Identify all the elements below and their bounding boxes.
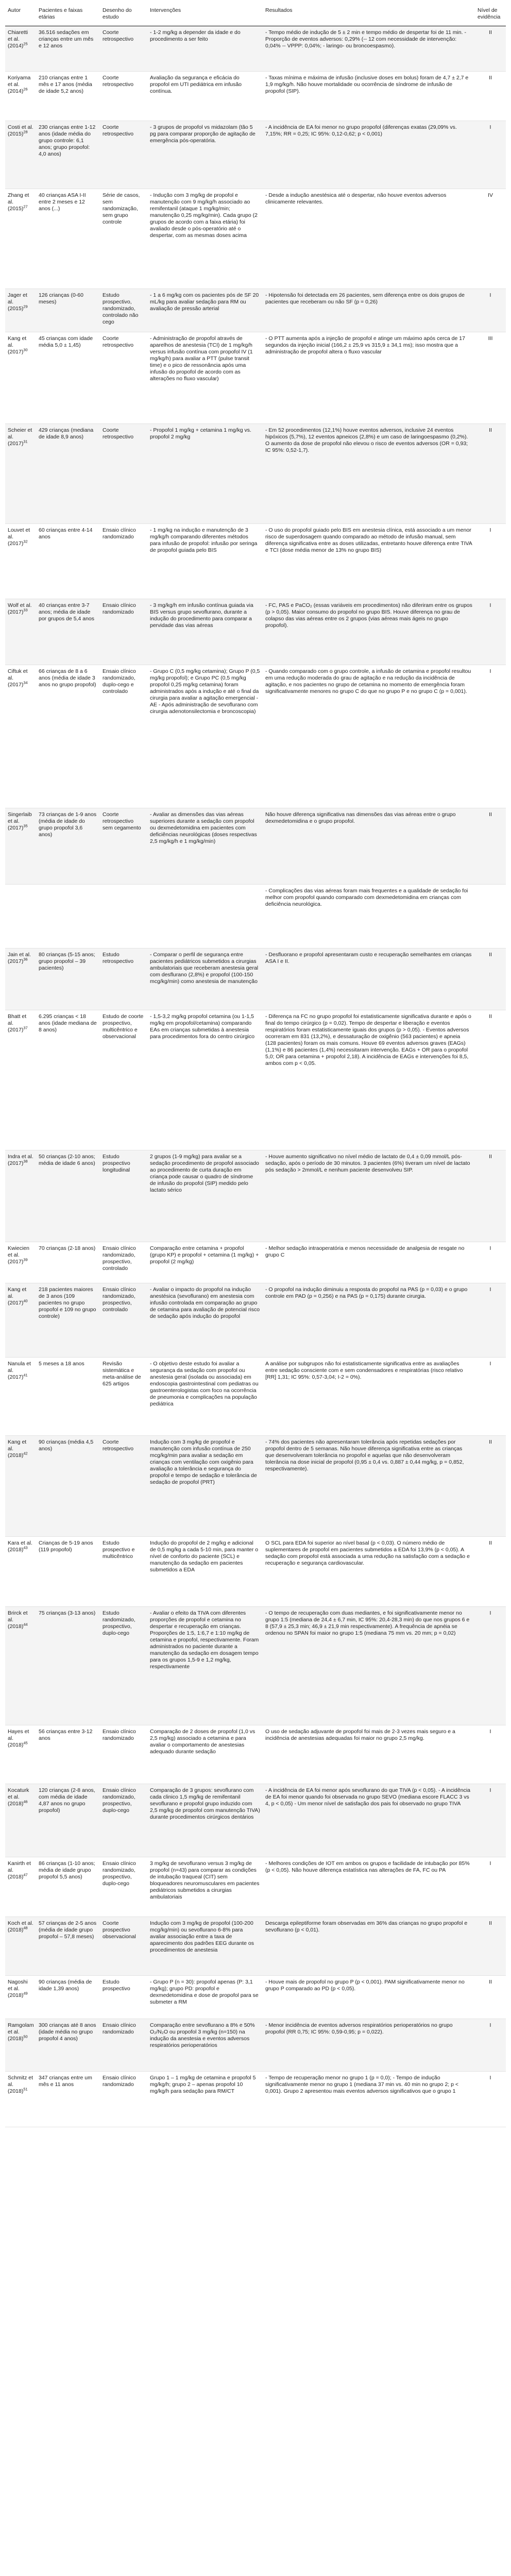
table-row bbox=[5, 332, 506, 424]
patients-cell: 210 crianças entre 1 mês e 17 anos (média de idade 5,2 anos) bbox=[36, 72, 100, 121]
reference-number: 40 bbox=[23, 1298, 28, 1303]
patients-cell: 75 crianças (3-13 anos) bbox=[36, 1607, 100, 1725]
author-name: Kocaturk et al. (2018) bbox=[8, 1787, 29, 1807]
author-cell bbox=[5, 289, 36, 332]
patients-cell: 40 crianças ASA I-II entre 2 meses e 12 anos (...) bbox=[36, 189, 100, 289]
results-cell: - Desfluorano e propofol apresentaram custo e recuperação semelhantes em crianças ASA I e II. bbox=[263, 948, 475, 1010]
table-row bbox=[5, 1784, 506, 1857]
evidence-level-cell: IV bbox=[475, 189, 506, 289]
intervention-cell: - 3 mg/kg/h em infusão contínua guiada via BIS versus grupo sevoflurano, durante a indução do procedimento para comparar a pervidade das vias aéreas bbox=[147, 599, 263, 665]
table-row bbox=[5, 1358, 506, 1436]
design-cell: Ensaio clínico randomizado, prospectivo, duplo-cego bbox=[100, 1784, 147, 1857]
table-row bbox=[5, 121, 506, 189]
design-cell: Coorte retrospectivo bbox=[100, 1436, 147, 1537]
author-cell bbox=[5, 1242, 36, 1283]
author-name: Nagoshi et al. (2018) bbox=[8, 1979, 28, 1998]
author-name: Kwiecien et al. (2017) bbox=[8, 1245, 30, 1265]
author-cell bbox=[5, 2072, 36, 2127]
evidence-level-cell: I bbox=[475, 599, 506, 665]
intervention-cell: Comparação de 2 doses de propofol (1,0 vs 2,5 mg/kg) associado a cetamina e para avaliar o comportamento de anestesias adequado durante sedação bbox=[147, 1725, 263, 1784]
intervention-cell: - O objetivo deste estudo foi avaliar a segurança da sedação com propofol ou anestesia geral (isolada ou associada) em endoscopia gastrointestinal com pediatras ou gastroenterologistas com foco na ocorrência de pneumonia e complicações na população pediátrica bbox=[147, 1358, 263, 1436]
evidence-level-cell: II bbox=[475, 72, 506, 121]
author-cell bbox=[5, 1725, 36, 1784]
table-row bbox=[5, 26, 506, 72]
reference-number: 44 bbox=[23, 1622, 28, 1627]
patients-cell: 70 crianças (2-18 anos) bbox=[36, 1242, 100, 1283]
patients-cell: 45 crianças com idade média 5,0 ± 1,45) bbox=[36, 332, 100, 424]
table-row bbox=[5, 1725, 506, 1784]
patients-cell: 230 crianças entre 1-12 anos (idade média do grupo controle: 6,1 anos; grupo propofol: 4,0 anos) bbox=[36, 121, 100, 189]
author-cell bbox=[5, 1976, 36, 2019]
design-cell: Ensaio clínico randomizado, prospectivo, controlado bbox=[100, 1242, 147, 1283]
evidence-level-cell: I bbox=[475, 2072, 506, 2127]
author-name: Hayes et al. (2018) bbox=[8, 1728, 29, 1748]
reference-number: 47 bbox=[23, 1872, 28, 1877]
design-cell: Ensaio clínico randomizado bbox=[100, 1725, 147, 1784]
results-cell: - O uso do propofol guiado pelo BIS em anestesia clínica, está associado a um menor risco de superdosagem quando comparado ao método de infusão manual, sem diferença significativa entre as doses utilizadas, entretanto houve diferença entre TIVA e TCI (dose média menor de 13% no grupo BIS) bbox=[263, 524, 475, 599]
intervention-cell: Comparação entre cetamina + propofol (grupo KP) e propofol + cetamina (1 mg/kg) + propofol (2 mg/kg) bbox=[147, 1242, 263, 1283]
author-cell bbox=[5, 189, 36, 289]
author-cell bbox=[5, 1150, 36, 1242]
patients-cell: 50 crianças (2-10 anos; média de idade 6 anos) bbox=[36, 1150, 100, 1242]
author-name: Chiaretti et al. (2014) bbox=[8, 29, 28, 49]
design-cell: Coorte retrospectivo bbox=[100, 121, 147, 189]
author-cell bbox=[5, 885, 36, 948]
author-name: Kara et al. (2018) bbox=[8, 1540, 32, 1553]
results-cell: - A incidência de EA foi menor no grupo propofol (diferenças exatas (29,09% vs. 7,15%; RR = 0,25; IC 95%: 0,12-0,62; p < 0,001) bbox=[263, 121, 475, 189]
column-header-patients: Pacientes e faixas etárias bbox=[36, 3, 100, 26]
design-cell: Coorte retrospectivo bbox=[100, 72, 147, 121]
patients-cell: 429 crianças (mediana de idade 8,9 anos) bbox=[36, 424, 100, 524]
author-name: Brirck et al. (2018) bbox=[8, 1610, 28, 1630]
author-cell bbox=[5, 524, 36, 599]
results-cell: - Houve mais de propofol no grupo P (p < 0,001). PAM significativamente menor no grupo P comparado ao PD (p < 0,05). bbox=[263, 1976, 475, 2019]
intervention-cell: Avaliação da segurança e eficácia do propofol em UTI pediátrica em infusão contínua. bbox=[147, 72, 263, 121]
table-row bbox=[5, 2019, 506, 2072]
evidence-level-cell: I bbox=[475, 2019, 506, 2072]
evidence-level-cell: II bbox=[475, 424, 506, 524]
author-name: Scheier et al. (2017) bbox=[8, 427, 32, 447]
evidence-level-cell: II bbox=[475, 1917, 506, 1976]
evidence-level-cell: II bbox=[475, 1436, 506, 1537]
reference-number: 28 bbox=[23, 129, 28, 134]
reference-number: 35 bbox=[23, 823, 28, 828]
table-row bbox=[5, 1010, 506, 1150]
intervention-cell: - 1,5-3,2 mg/kg propofol cetamina (ou 1-1,5 mg/kg em propofol/cetamina) comparando EAs em crianças submetidas à anestesia para procedimentos fora do centro cirúrgico bbox=[147, 1010, 263, 1150]
intervention-cell: - Administração de propofol através de aparelhos de anestesia (TCI) de 1 mg/kg/h versus infusão contínua com propofol IV (1 mg/kg/h) para avaliar a PTT (pulse transit time) e o pico de ressonância após uma infusão do propofol de acordo com as alterações no fluxo vascular) bbox=[147, 332, 263, 424]
design-cell: Ensaio clínico randomizado bbox=[100, 2072, 147, 2127]
intervention-cell: Comparação de 3 grupos: sevoflurano com cada clinico 1,5 mg/kg de remifentanil sevoflurano e propofol grupo induzido com 2,5 mg/kg de propofol com manutenção TIVA) durante procedimentos cirúrgicos dentários bbox=[147, 1784, 263, 1857]
patients-cell: 347 crianças entre um mês e 11 anos bbox=[36, 2072, 100, 2127]
patients-cell: 300 crianças até 8 anos (idade média no grupo propofol 4 anos) bbox=[36, 2019, 100, 2072]
evidence-level-cell: II bbox=[475, 1537, 506, 1607]
results-cell: Não houve diferença significativa nas dimensões das vias aéreas entre o grupo dexmedetomidina e o grupo propofol. bbox=[263, 808, 475, 885]
results-cell: - Em 52 procedimentos (12,1%) houve eventos adversos, inclusive 24 eventos hipóxicos (5,7%), 12 eventos apneicos (2,8%) e um caso de laringoespasmo (0,2%). O aumento da dose de propofol não elevou o risco de eventos adversos (OR = 0,93; IC 95%: 0,52-1,7). bbox=[263, 424, 475, 524]
author-cell bbox=[5, 121, 36, 189]
reference-number: 36 bbox=[23, 957, 28, 962]
intervention-cell: - 3 grupos de propofol vs midazolam (tão 5 pg para comparar proporção de agitação de emergência pós-operatória. bbox=[147, 121, 263, 189]
evidence-level-cell: I bbox=[475, 1857, 506, 1917]
reference-number: 42 bbox=[23, 1451, 28, 1456]
evidence-level-cell: I bbox=[475, 121, 506, 189]
table-row bbox=[5, 948, 506, 1010]
table-row bbox=[5, 1150, 506, 1242]
evidence-level-cell: II bbox=[475, 1976, 506, 2019]
evidence-level-cell: II bbox=[475, 948, 506, 1010]
table-body bbox=[5, 26, 506, 2127]
results-cell: O uso de sedação adjuvante de propofol foi mais de 2-3 vezes mais seguro e a incidência de anestesias adequadas foi maior no grupo 2,5 mg/kg. bbox=[263, 1725, 475, 1784]
design-cell: Coorte prospectivo observacional bbox=[100, 1917, 147, 1976]
intervention-cell: - Avaliar o efeito da TIVA com diferentes proporções de propofol e cetamina no despertar e recuperação em crianças. Proporções de 1:5, 1:6,7 e 1:10 mg/kg de cetamina e propofol, respectivamente. Foram administrados no paciente durante a manutenção da sedação em dosagem tempo para os grupos 1,5-9 e 1,2 mg/kg, respectivamente bbox=[147, 1607, 263, 1725]
author-name: Ciftuk et al. (2017) bbox=[8, 668, 28, 688]
results-cell: - Houve aumento significativo no nível médio de lactato de 0,4 ± 0,09 mmol/L pós-sedação, após o período de 30 minutos. 3 pacientes (6%) tiveram um nível de lactato pós sedação > 2mmol/L e nenhum paciente desenvolveu SIP. bbox=[263, 1150, 475, 1242]
column-header-design: Desenho do estudo bbox=[100, 3, 147, 26]
reference-number: 32 bbox=[23, 539, 28, 544]
reference-number: 34 bbox=[23, 680, 28, 685]
author-cell bbox=[5, 1436, 36, 1537]
results-cell: - Melhores condições de IOT em ambos os grupos e facilidade de intubação por 85% (p < 0,05). Não houve diferença estatística nas alterações de FA, FC ou PA bbox=[263, 1857, 475, 1917]
intervention-cell: Indução com 3 mg/kg de propofol e manutenção com infusão contínua de 250 mcg/kg/min para avaliar a sedação em crianças com ventilação com oxigênio para avaliação a tolerância e segurança do propofol e tempo de sedação e tolerância de sedação de propofol (PRT) bbox=[147, 1436, 263, 1537]
evidence-level-cell: I bbox=[475, 1358, 506, 1436]
reference-number: 33 bbox=[23, 607, 28, 613]
author-cell bbox=[5, 2019, 36, 2072]
patients-cell: 90 crianças (média 4,5 anos) bbox=[36, 1436, 100, 1537]
table-row bbox=[5, 2072, 506, 2127]
column-header-author: Autor bbox=[5, 3, 36, 26]
intervention-cell: Grupo 1 – 1 mg/kg de cetamina e propofol 5 mg/kg/h; grupo 2 – apenas propofol 10 mg/kg/h para sedação para RM/CT bbox=[147, 2072, 263, 2127]
intervention-cell: - Indução com 3 mg/kg de propofol e manutenção com 9 mg/kg/h associado ao remifentanil (ataque 1 mg/kg/min; manutenção 0,25 mg/kg/min). Cada grupo (2 grupos de acordo com a faixa etária) foi avaliado desde o pós-operatório até o despertar, com as mesmas doses acima bbox=[147, 189, 263, 289]
table-row bbox=[5, 1857, 506, 1917]
reference-number: 39 bbox=[23, 1257, 28, 1262]
intervention-cell: - Grupo C (0,5 mg/kg cetamina); Grupo P (0,5 mg/kg propofol); e Grupo PC (0,5 mg/kg propofol 0,25 mg/kg cetamina) foram administrados após a indução e até o final da cirurgia para avaliar a agitação emergencial - AE - Após administração de sevoflurano com cirurgia adenotonsilectomia e broncoscopia) bbox=[147, 665, 263, 808]
author-cell bbox=[5, 948, 36, 1010]
results-cell: - FC, PAS e PaCO₂ (essas variáveis em procedimentos) não diferiram entre os grupos (p > 0,05). Maior consumo do propofol no grupo BIS. Houve diferença no grau de colapso das vias aéreas entre os 2 grupos (vias aéreas mais ágeis no grupo propofol). bbox=[263, 599, 475, 665]
table-row bbox=[5, 524, 506, 599]
evidence-level-cell: I bbox=[475, 665, 506, 808]
reference-number: 29 bbox=[23, 304, 28, 309]
column-header-results: Resultados bbox=[263, 3, 475, 26]
author-name: Koch et al. (2018) bbox=[8, 1920, 33, 1933]
reference-number: 27 bbox=[23, 204, 28, 209]
author-name: Bhatt et al. (2017) bbox=[8, 1013, 27, 1033]
reference-number: 38 bbox=[23, 1159, 28, 1164]
evidence-level-cell: I bbox=[475, 1283, 506, 1358]
design-cell: Estudo prospectivo bbox=[100, 1976, 147, 2019]
design-cell: Ensaio clínico randomizado bbox=[100, 524, 147, 599]
results-cell: A análise por subgrupos não foi estatisticamente significativa entre as avaliações entre sedação consciente com e sem condensadores e respiratórias (risco relativo [RR] 1,31; IC 95%: 0,57-3,04; I-2 = 0%). bbox=[263, 1358, 475, 1436]
intervention-cell: - Avaliar o impacto do propofol na indução anestésica (sevoflurano) em anestesia com infusão controlada em comparação ao grupo de cetamina para avaliação de potencial risco de sedação após indução do propofol bbox=[147, 1283, 263, 1358]
patients-cell: 73 crianças de 1-9 anos (média de idade do grupo propofol 3,6 anos) bbox=[36, 808, 100, 885]
results-cell: - Diferença na FC no grupo propofol foi estatisticamente significativa durante e após o final do tempo cirúrgico (p = 0,02). Tempo de despertar e liberação e eventos respiratórios foram estatisticamente iguais dos grupos (p > 0,05). - Eventos adversos ocorreram em 831 (13,2%), e dessaturação de oxigênio (563 pacientes) e apneia (128 pacientes) foram os mais comuns. Houve 69 eventos adversos graves (EAGs) (1,1%) e 86 pacientes (1,4%) necessitaram intervenção. EAGs + OR para o propofol 5,0; OR para cetamina + propofol 2,18). A incidência de EAGs e intervenções foi 8,5, ambos com p < 0,05. bbox=[263, 1010, 475, 1150]
table-row bbox=[5, 885, 506, 948]
author-cell bbox=[5, 1857, 36, 1917]
reference-number: 30 bbox=[23, 347, 28, 352]
table-row bbox=[5, 72, 506, 121]
patients-cell: 80 crianças (5-15 anos; grupo propofol – 39 pacientes) bbox=[36, 948, 100, 1010]
author-name: Jager et al. (2015) bbox=[8, 292, 27, 312]
patients-cell: Crianças de 5-19 anos (119 propofol) bbox=[36, 1537, 100, 1607]
author-name: Wolf et al. (2017) bbox=[8, 602, 32, 615]
reference-number: 26 bbox=[23, 87, 28, 92]
author-cell bbox=[5, 1784, 36, 1857]
results-cell: - O propofol na indução diminuiu a resposta do propofol na PAS (p = 0,03) e o grupo controle em PAD (p = 0,256) e na PAS (p = 0,175) durante cirurgia. bbox=[263, 1283, 475, 1358]
reference-number: 51 bbox=[23, 2087, 28, 2092]
design-cell: Ensaio clínico randomizado bbox=[100, 599, 147, 665]
patients-cell: 90 crianças (média de idade 1,39 anos) bbox=[36, 1976, 100, 2019]
author-name: Kang et al. (2017) bbox=[8, 1286, 27, 1306]
author-cell bbox=[5, 1358, 36, 1436]
design-cell: Ensaio clínico randomizado, prospectivo, controlado bbox=[100, 1283, 147, 1358]
author-name: Singerlaib et al. (2017) bbox=[8, 811, 32, 831]
design-cell bbox=[100, 885, 147, 948]
results-cell: - Taxas mínima e máxima de infusão (inclusive doses em bolus) foram de 4,7 ± 2,7 e 1,9 mg/kg/h. Não houve mortalidade ou ocorrência de síndrome de infusão de propofol (SIP). bbox=[263, 72, 475, 121]
author-cell bbox=[5, 332, 36, 424]
author-name: Jain et al. (2017) bbox=[8, 952, 31, 964]
intervention-cell: 3 mg/kg de sevoflurano versus 3 mg/kg de propofol (n=43) para comparar as condições de intubação traqueal (CIT) sem bloqueadores neuromusculares em pacientes pediátricos submetidos a cirurgias ambulatoriais bbox=[147, 1857, 263, 1917]
table-row bbox=[5, 1976, 506, 2019]
results-cell: - Desde a indução anestésica até o despertar, não houve eventos adversos clinicamente relevantes. bbox=[263, 189, 475, 289]
intervention-cell: - 1-2 mg/kg a depender da idade e do procedimento a ser feito bbox=[147, 26, 263, 72]
intervention-cell: - Avaliar as dimensões das vias aéreas superiores durante a sedação com propofol ou dexmedetomidina em pacientes com deficiências neurológicas (doses respectivas 2,5 mg/kg/h e 1 mg/kg/min) bbox=[147, 808, 263, 885]
table-row bbox=[5, 1917, 506, 1976]
evidence-level-cell: I bbox=[475, 1607, 506, 1725]
intervention-cell: - 1 mg/kg na indução e manutenção de 3 mg/kg/h comparando diferentes métodos para infusão de propofol: infusão por seringa de propofol guiada pelo BIS bbox=[147, 524, 263, 599]
intervention-cell: - Propofol 1 mg/kg + cetamina 1 mg/kg vs. propofol 2 mg/kg bbox=[147, 424, 263, 524]
evidence-level-cell: II bbox=[475, 808, 506, 885]
reference-number: 31 bbox=[23, 439, 28, 444]
design-cell: Ensaio clínico randomizado bbox=[100, 2019, 147, 2072]
evidence-level-cell: I bbox=[475, 1784, 506, 1857]
results-cell: - O PTT aumenta após a injeção de propofol e atinge um máximo após cerca de 17 segundos da injeção inicial (166,2 ± 25,9 vs 315,9 ± 34,1 ms); isso mostra que a administração de propofol altera o fluxo vascular bbox=[263, 332, 475, 424]
design-cell: Estudo de coorte prospectivo, multicêntrico e observacional bbox=[100, 1010, 147, 1150]
design-cell: Ensaio clínico randomizado, prospectivo, duplo-cego bbox=[100, 1857, 147, 1917]
evidence-level-cell: II bbox=[475, 1010, 506, 1150]
design-cell: Série de casos, sem randomização, sem grupo controle bbox=[100, 189, 147, 289]
table-row bbox=[5, 1537, 506, 1607]
evidence-level-cell: I bbox=[475, 524, 506, 599]
author-cell bbox=[5, 1537, 36, 1607]
design-cell: Revisão sistemática e meta-análise de 625 artigos bbox=[100, 1358, 147, 1436]
author-cell bbox=[5, 808, 36, 885]
intervention-cell: - 1 a 6 mg/kg com os pacientes pós de SF 20 mL/kg para avaliar sedação para RM ou avaliação de pressão arterial bbox=[147, 289, 263, 332]
design-cell: Coorte retrospectivo bbox=[100, 26, 147, 72]
patients-cell: 120 crianças (2-8 anos, com média de idade 4,87 anos no grupo propofol) bbox=[36, 1784, 100, 1857]
design-cell: Estudo prospectivo, randomizado, controlado não cego bbox=[100, 289, 147, 332]
intervention-cell: - Comparar o perfil de segurança entre pacientes pediátricos submetidos a cirurgias ambulatoriais que receberam anestesia geral com desflurano (2,8%) e propofol (100-150 mcg/kg/min) como anestesia de manutenção bbox=[147, 948, 263, 1010]
author-name: Nanula et al. (2017) bbox=[8, 1361, 31, 1380]
reference-number: 48 bbox=[23, 1925, 28, 1930]
table-row bbox=[5, 1283, 506, 1358]
author-name: Zhang et al. (2015) bbox=[8, 192, 29, 212]
results-cell: - Hipotensão foi detectada em 26 pacientes, sem diferença entre os dois grupos de pacientes que receberam ou não SF (p = 0,26) bbox=[263, 289, 475, 332]
evidence-level-cell bbox=[475, 885, 506, 948]
design-cell: Estudo prospectivo longitudinal bbox=[100, 1150, 147, 1242]
design-cell: Coorte retrospectivo bbox=[100, 332, 147, 424]
table-row bbox=[5, 189, 506, 289]
evidence-level-cell: III bbox=[475, 332, 506, 424]
reference-number: 45 bbox=[23, 1740, 28, 1745]
patients-cell: 86 crianças (1-10 anos; média de idade grupo propofol 5,5 anos) bbox=[36, 1857, 100, 1917]
patients-cell: 5 meses a 18 anos bbox=[36, 1358, 100, 1436]
author-cell bbox=[5, 424, 36, 524]
evidence-level-cell: I bbox=[475, 289, 506, 332]
column-header-evidence-level: Nível de evidência bbox=[475, 3, 506, 26]
table-row bbox=[5, 665, 506, 808]
author-name: Louvet et al. (2017) bbox=[8, 527, 30, 547]
evidence-level-cell: II bbox=[475, 1150, 506, 1242]
patients-cell: 36.516 sedações em crianças entre um mês e 12 anos bbox=[36, 26, 100, 72]
patients-cell: 218 pacientes maiores de 3 anos (109 pacientes no grupo propofol e 109 no grupo controle) bbox=[36, 1283, 100, 1358]
patients-cell: 40 crianças entre 3-7 anos; média de idade por grupos de 5,4 anos bbox=[36, 599, 100, 665]
author-cell bbox=[5, 1917, 36, 1976]
design-cell: Estudo randomizado, prospectivo, duplo-cego bbox=[100, 1607, 147, 1725]
author-name: Koriyama et al. (2014) bbox=[8, 75, 31, 94]
table-header bbox=[5, 3, 506, 26]
results-cell: O SCL para EDA foi superior ao nível basal (p < 0,03). O número médio de suplementares de propofol em pacientes submetidos a EDA foi 13,9% (p < 0,05). A sedação com propofol está associada a uma redução na satisfação com a sedação e recuperação e segurança cardiovascular. bbox=[263, 1537, 475, 1607]
reference-number: 43 bbox=[23, 1545, 28, 1550]
author-cell bbox=[5, 26, 36, 72]
column-header-interventions: Intervenções bbox=[147, 3, 263, 26]
patients-cell: 66 crianças de 8 a 6 anos (média de idade 3 anos no grupo propofol) bbox=[36, 665, 100, 808]
author-name: Kanirth et al. (2018) bbox=[8, 1860, 31, 1880]
design-cell: Estudo retrospectivo bbox=[100, 948, 147, 1010]
results-cell: - A incidência de EA foi menor após sevoflurano do que TIVA (p < 0,05). - A incidência de EA foi menor quando foi observada no grupo SEVO (mediana escore FLACC 3 vs 4, p < 0,05) - Um menor nível de satisfação dos pais foi observado no grupo TIVA bbox=[263, 1784, 475, 1857]
reference-number: 37 bbox=[23, 1025, 28, 1030]
results-cell: - Melhor sedação intraoperatória e menos necessidade de analgesia de resgate no grupo C bbox=[263, 1242, 475, 1283]
author-name: Schmitz et al. (2018) bbox=[8, 2075, 33, 2094]
patients-cell: 60 crianças entre 4-14 anos bbox=[36, 524, 100, 599]
design-cell: Ensaio clínico randomizado, duplo-cego e controlado bbox=[100, 665, 147, 808]
evidence-table bbox=[5, 3, 506, 2127]
reference-number: 50 bbox=[23, 2034, 28, 2039]
results-cell: - Tempo médio de indução de 5 ± 2 min e tempo médio de despertar foi de 11 min. - Proporção de eventos adversos: 0,29% (-- 12 com necessidade de intervenção: 0,04% -- VPPP: 0,04%; - laringo- ou broncoespasmo). bbox=[263, 26, 475, 72]
design-cell: Estudo prospectivo e multicêntrico bbox=[100, 1537, 147, 1607]
author-cell bbox=[5, 72, 36, 121]
author-name: Ramgolam et al. (2018) bbox=[8, 2022, 34, 2042]
intervention-cell: - Grupo P (n = 30): propofol apenas (P: 3,1 mg/kg); grupo PD: propofol e dexmedetomidina e dose de propofol para se submeter a RM bbox=[147, 1976, 263, 2019]
author-name: Indra et al. (2017) bbox=[8, 1154, 33, 1166]
patients-cell: 126 crianças (0-60 meses) bbox=[36, 289, 100, 332]
design-cell: Coorte retrospectivo sem cegamento bbox=[100, 808, 147, 885]
patients-cell bbox=[36, 885, 100, 948]
reference-number: 25 bbox=[23, 41, 28, 46]
table-row bbox=[5, 808, 506, 885]
evidence-level-cell: I bbox=[475, 1725, 506, 1784]
author-cell bbox=[5, 1607, 36, 1725]
intervention-cell: Comparação entre sevoflurano a 8% e 50% O₂/N₂O ou propofol 3 mg/kg (n=150) na indução da anestesia e eventos adversos respiratórios perioperatórios bbox=[147, 2019, 263, 2072]
author-cell bbox=[5, 1283, 36, 1358]
results-cell: - Tempo de recuperação menor no grupo 1 (p = 0,0); - Tempo de indução significativamente menor no grupo 1 (mediana 37 min vs. 40 min no grupo 2; p < 0,001). Grupo 2 apresentou mais eventos adversos significativos que o grupo 1 bbox=[263, 2072, 475, 2127]
table-row bbox=[5, 289, 506, 332]
evidence-level-cell: II bbox=[475, 26, 506, 72]
author-cell bbox=[5, 1010, 36, 1150]
reference-number: 49 bbox=[23, 1991, 28, 1996]
table-row bbox=[5, 599, 506, 665]
evidence-level-cell: I bbox=[475, 1242, 506, 1283]
author-name: Costi et al. (2015) bbox=[8, 124, 33, 137]
results-cell: - Menor incidência de eventos adversos respiratórios perioperatórios no grupo propofol (RR 0,75; IC 95%: 0,59-0,95; p = 0,022). bbox=[263, 2019, 475, 2072]
design-cell: Coorte retrospectivo bbox=[100, 424, 147, 524]
results-cell: - Complicações das vias aéreas foram mais frequentes e a qualidade de sedação foi melhor com propofol quando comparado com dexmedetomidina em crianças com deficiência neurológica. bbox=[263, 885, 475, 948]
reference-number: 41 bbox=[23, 1372, 28, 1378]
reference-number: 46 bbox=[23, 1799, 28, 1804]
patients-cell: 6.295 crianças < 18 anos (idade mediana de 8 anos) bbox=[36, 1010, 100, 1150]
header-row bbox=[5, 3, 506, 26]
table-row bbox=[5, 1242, 506, 1283]
author-name: Kang et al. (2018) bbox=[8, 1439, 27, 1459]
table-row bbox=[5, 424, 506, 524]
results-cell: Descarga epileptiforme foram observadas em 36% das crianças no grupo propofol e sevoflurano (p < 0,01). bbox=[263, 1917, 475, 1976]
intervention-cell: 2 grupos (1-9 mg/kg) para avaliar se a sedação procedimento de propofol associado ao procedimento de curta duração em criança pode causar o quadro de síndrome de infusão do propofol (SIP) medido pelo lactato sérico bbox=[147, 1150, 263, 1242]
patients-cell: 56 crianças entre 3-12 anos bbox=[36, 1725, 100, 1784]
intervention-cell: Indução com 3 mg/kg de propofol (100-200 mcg/kg/min) ou sevoflurano 6-8% para avaliar associação entre a taxa de aparecimento dos padrões EEG durante os procedimentos de anestesia bbox=[147, 1917, 263, 1976]
intervention-cell bbox=[147, 885, 263, 948]
results-cell: - Quando comparado com o grupo controle, a infusão de cetamina e propofol resultou em uma redução moderada do grau de agitação e na redução da incidência de agitação, e nos pacientes no grupo de cetamina no momento de emergência foram significativamente menores no grupo C do que no grupo P e no grupo C (p = 0,001). bbox=[263, 665, 475, 808]
table-row bbox=[5, 1607, 506, 1725]
intervention-cell: Indução do propofol de 2 mg/kg e adicional de 0,5 mg/kg a cada 5-10 min, para manter o nível de conforto do paciente (SCL) e manutenção da sedação em pacientes submetidos a EDA bbox=[147, 1537, 263, 1607]
author-cell bbox=[5, 599, 36, 665]
patients-cell: 57 crianças de 2-5 anos (média de idade grupo propofol – 57,8 meses) bbox=[36, 1917, 100, 1976]
results-cell: - O tempo de recuperação com duas mediantes, e foi significativamente menor no grupo 1:5 (mediana de 24,4 ± 6,7 min, IC 95%: 20,4-28,3 min) do que nos grupos 6 e 8 (57,9 ± 25,3 min; 46,9 ± 21,9 min respectivamente). A frequência de apnéia se ordenou no SPAN foi maior no grupo 1:5 (mediana 75 mm vs. 20 mm; p = 0,02) bbox=[263, 1607, 475, 1725]
table-row bbox=[5, 1436, 506, 1537]
author-name: Kang et al. (2017) bbox=[8, 335, 27, 355]
results-cell: - 74% dos pacientes não apresentaram tolerância após repetidas sedações por propofol dentro de 5 semanas. Não houve diferença significativa entre as crianças que desenvolveram tolerância no propofol e aquelas que não desenvolveram tolerância na dose inicial de propofol (0,95 ± 0,4 vs. 0,887 ± 0,44 mg/kg, p = 0,852, respectivamente). bbox=[263, 1436, 475, 1537]
author-cell bbox=[5, 665, 36, 808]
